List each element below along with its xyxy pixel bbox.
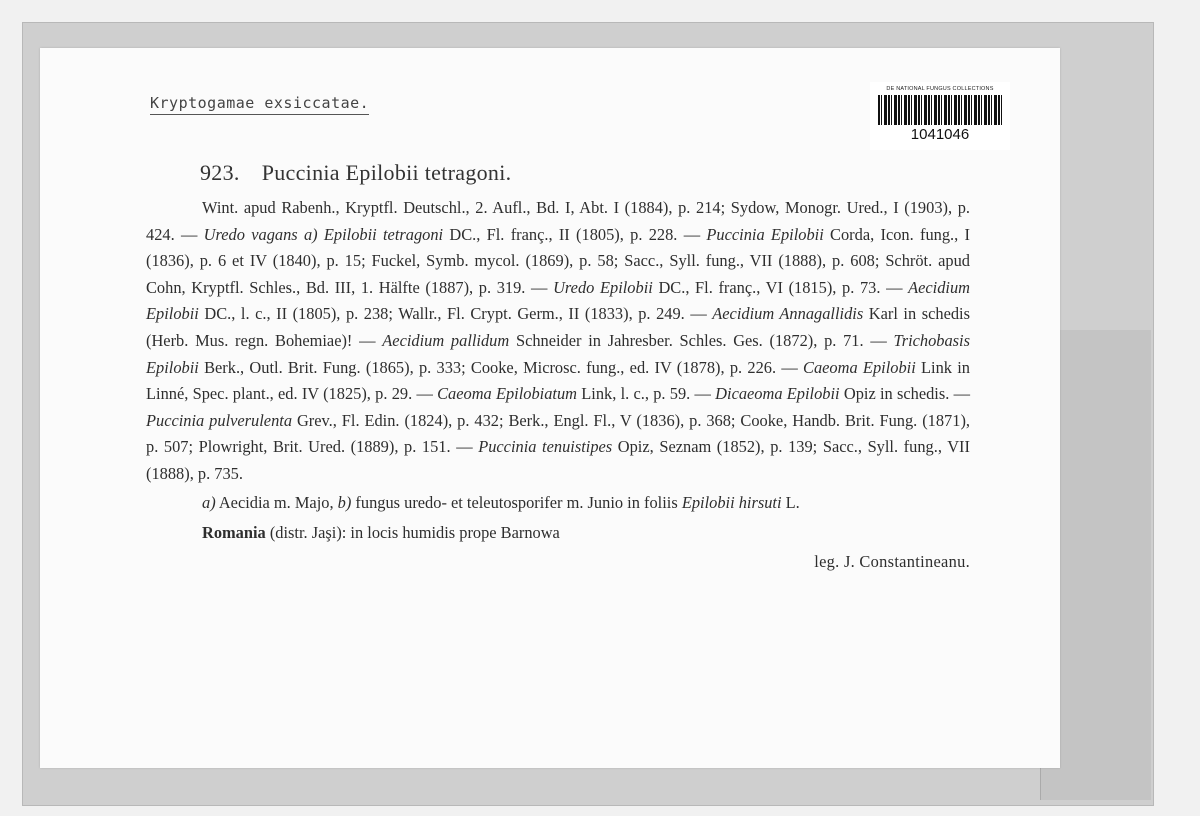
citation-text: DC., Fl. franç., VI (1815), p. 73. — <box>652 277 909 297</box>
citation-text: DC., Fl. franç., II (1805), p. 228. — <box>443 224 707 244</box>
taxon-name: Aecidium Annagallidis <box>712 304 864 324</box>
taxon-name: Aecidium Epilobii <box>146 277 971 324</box>
citation-text: Opiz in schedis. — <box>839 384 970 404</box>
taxon-name: Puccinia pulverulenta <box>146 410 293 430</box>
taxon-name: Caeoma Epilobii <box>803 357 916 377</box>
citation-paragraph <box>146 195 970 488</box>
taxon-name: Uredo vagans a) Epilobii tetragoni <box>203 224 444 244</box>
citation-text: Schneider in Jahresber. Schles. Ges. (1872), p. 71. — <box>509 330 894 350</box>
citation-text: Link, l. c., p. 59. — <box>577 384 716 404</box>
citation-text: Grev., Fl. Edin. (1824), p. 432; Berk., Engl. Fl., V (1836), p. 368; Cooke, Handb. Brit. Fung. (1871), p. 507; Plowright, Brit. Ured. (1889), p. 151. — <box>146 410 970 457</box>
citation-text: Karl in schedis (Herb. Mus. regn. Bohemiae)! — <box>146 304 970 350</box>
citation-text: fungus uredo- et teleutosporifer m. Junio in foliis <box>351 492 682 512</box>
citation-text: Corda, Icon. fung., I (1836), p. 6 et IV (1840), p. 15; Fuckel, Symb. mycol. (1869), p. 58; Sacc., Syll. fung., VII (1888), p. 608; Schröt. apud Cohn, Kryptfl. Schles., Bd. III, 1. Hälfte (1887), p. 319. — <box>146 224 971 297</box>
locality-line <box>146 520 970 547</box>
note-paragraph <box>146 490 970 517</box>
locality-details: (distr. Jaşi): in locis humidis prope Barnowa <box>265 523 560 543</box>
collector-line: leg. J. Constantineanu. <box>814 551 970 571</box>
taxon-name: b) <box>337 492 352 512</box>
series-title: Kryptogamae exsiccatae. <box>150 94 369 115</box>
citation-text: Wint. apud Rabenh., Kryptfl. Deutschl., 2. Aufl., Bd. I, Abt. I (1884), p. 214; Sydow, Monogr. Ured., I (1903), p. 424. — <box>146 198 970 244</box>
citation-text: Link in Linné, Spec. plant., ed. IV (1825), p. 29. — <box>146 357 970 404</box>
specimen-title <box>200 160 511 186</box>
taxon-name: Puccinia tenuistipes <box>478 437 613 457</box>
taxon-name: Uredo Epilobii <box>553 277 653 297</box>
taxon-name: a) <box>202 492 216 512</box>
citation-text: Opiz, Seznam (1852), p. 139; Sacc., Syll. fung., VII (1888), p. 735. <box>146 437 970 483</box>
species-name: Puccinia Epilobii tetragoni. <box>261 160 512 185</box>
taxon-name: Caeoma Epilobiatum <box>437 384 578 404</box>
barcode-number: 1041046 <box>910 126 970 143</box>
taxon-name: Trichobasis Epilobii <box>146 330 970 377</box>
locality-country: Romania <box>202 523 266 543</box>
citation-text: L. <box>781 492 800 512</box>
barcode-bars <box>878 95 1002 125</box>
taxon-name: Dicaeoma Epilobii <box>715 384 840 404</box>
barcode-sticker <box>870 82 1010 150</box>
taxon-name: Aecidium pallidum <box>382 330 510 350</box>
citation-text: DC., l. c., II (1805), p. 238; Wallr., Fl. Crypt. Germ., II (1833), p. 249. — <box>198 304 713 324</box>
specimen-number: 923. <box>200 160 240 185</box>
taxon-name: Puccinia Epilobii <box>706 224 824 244</box>
label-body <box>146 195 970 575</box>
specimen-label <box>40 48 1060 768</box>
taxon-name: Epilobii hirsuti <box>681 492 782 512</box>
citation-text: Aecidia m. Majo, <box>215 492 338 512</box>
citation-text: Berk., Outl. Brit. Fung. (1865), p. 333; Cooke, Microsc. fung., ed. IV (1878), p. 226. — <box>198 357 804 377</box>
barcode-caption: DE NATIONAL FUNGUS COLLECTIONS <box>886 86 994 92</box>
